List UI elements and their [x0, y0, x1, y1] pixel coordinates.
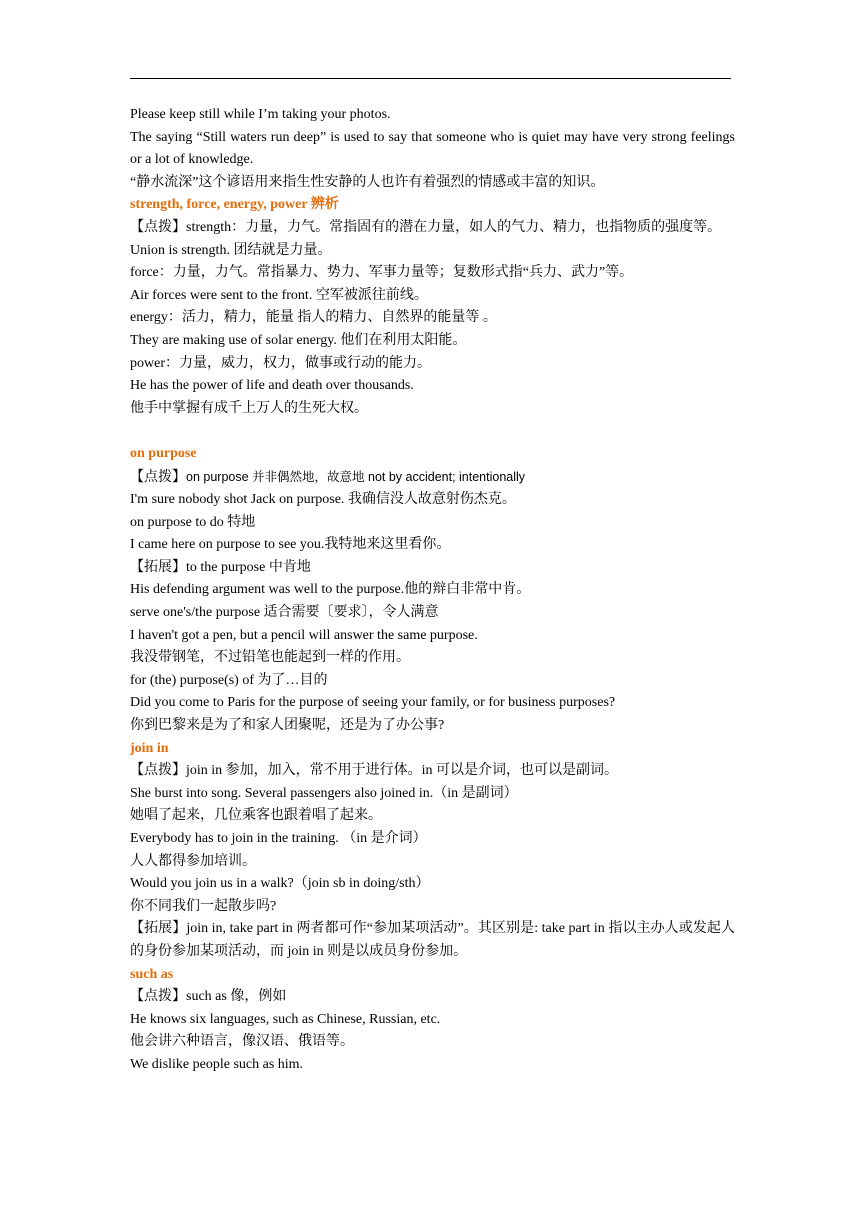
text-line: The saying “Still waters run deep” is used to say that someone who is quiet may have very strong feelings or a lot of knowledge.	[130, 129, 735, 168]
text-line: “静水流深”这个谚语用来指生性安静的人也许有着强烈的情感或丰富的知识。	[130, 174, 605, 190]
text-line: 你不同我们一起散步吗?	[130, 898, 277, 914]
text-line: I haven't got a pen, but a pencil will answer the same purpose.	[130, 627, 478, 643]
text-line: energy：活力，精力，能量 指人的精力、自然界的能量等 。	[130, 310, 497, 326]
text-line: 【拓展】to the purpose 中肯地	[130, 559, 311, 575]
text-line: on purpose to do 特地	[130, 514, 256, 530]
text-line: Please keep still while I’m taking your photos.	[130, 107, 391, 122]
text-line: We dislike people such as him.	[130, 1056, 304, 1072]
text-line: 我没带钢笔，不过铅笔也能起到一样的作用。	[130, 650, 410, 666]
section-heading: such as	[130, 966, 174, 982]
text-line: 【点拨】join in 参加，加入，常不用于进行体。in 可以是介词，也可以是副词。	[130, 763, 619, 779]
text-line: Union is strength. 团结就是力量。	[130, 242, 332, 258]
document-body	[130, 104, 735, 1077]
text-line: Would you join us in a walk?（join sb in doing/sth）	[130, 876, 430, 892]
definition-text: on purpose 并非偶然地，故意地 not by accident; intentionally	[186, 469, 526, 484]
text-line: His defending argument was well to the purpose.他的辩白非常中肯。	[130, 582, 531, 598]
blank-line	[130, 420, 735, 443]
text-line: 人人都得参加培训。	[130, 853, 256, 869]
text-line: 你到巴黎来是为了和家人团聚呢，还是为了办公事?	[130, 718, 445, 734]
text-line: serve one's/the purpose 适合需要〔要求〕，令人满意	[130, 605, 439, 621]
text-line: He knows six languages, such as Chinese, Russian, etc.	[130, 1011, 441, 1027]
text-line: She burst into song. Several passengers also joined in.（in 是副词）	[130, 785, 518, 801]
text-line: 他会讲六种语言，像汉语、俄语等。	[130, 1034, 354, 1050]
text-line	[130, 466, 735, 490]
text-line: 【点拨】strength：力量，力气。常指固有的潜在力量，如人的气力、精力，也指物质的强度等。	[130, 219, 722, 235]
text-line: 她唱了起来，几位乘客也跟着唱了起来。	[130, 808, 382, 824]
text-line: power：力量，威力，权力，做事或行动的能力。	[130, 355, 431, 371]
text-line: I'm sure nobody shot Jack on purpose. 我确信没人故意射伤杰克。	[130, 492, 516, 508]
section-heading: join in	[130, 740, 169, 756]
text-line: Everybody has to join in the training. （in 是介词）	[130, 831, 427, 846]
text-line: force：力量，力气。常指暴力、势力、军事力量等；复数形式指“兵力、武力”等。	[130, 265, 634, 281]
text-line: They are making use of solar energy. 他们在利用太阳能。	[130, 332, 467, 348]
section-heading: strength, force, energy, power 辨析	[130, 197, 339, 213]
section-heading: on purpose	[130, 445, 197, 461]
text-line: 他手中掌握有成千上万人的生死大权。	[130, 400, 368, 416]
header-rule	[130, 78, 731, 79]
text-line: He has the power of life and death over thousands.	[130, 378, 414, 394]
tag-label: 【点拨】	[130, 469, 186, 485]
text-line: I came here on purpose to see you.我特地来这里看你。	[130, 537, 451, 553]
text-line: Did you come to Paris for the purpose of seeing your family, or for business purposes?	[130, 695, 616, 711]
text-line: 【拓展】join in, take part in 两者都可作“参加某项活动”。其区别是: take part in 指以主办人或发起人的身份参加某项活动，而 join in 则是以成员身份参加。	[130, 921, 735, 959]
text-line: Air forces were sent to the front. 空军被派往前线。	[130, 287, 428, 303]
text-line: for (the) purpose(s) of 为了…目的	[130, 672, 328, 688]
text-line: 【点拨】such as 像，例如	[130, 989, 287, 1005]
